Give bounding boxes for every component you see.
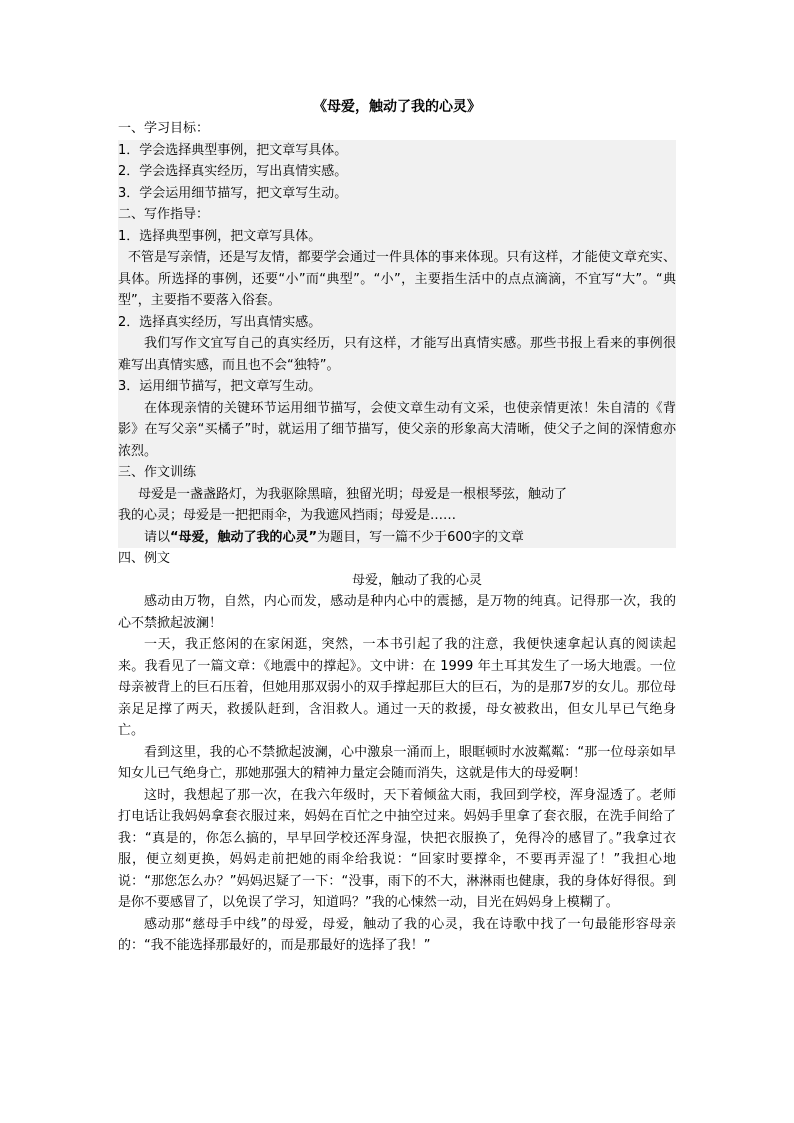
guide-point-3-title: 3．运用细节描写，把文章写生动。: [118, 379, 322, 394]
guide-point-1-title: 1．选择典型事例，把文章写具体。: [118, 228, 322, 244]
goal-item-1: 1．学会选择典型事例，把文章写具体。: [118, 140, 676, 162]
example-paragraph-3: 看到这里，我的心不禁掀起波澜，心中激泉一涌而上，眼眶顿时水波粼粼：“那一位母亲如早知女儿已气绝身亡，那她那强大的精神力量定会随而消失，这就是伟大的母爱啊！: [118, 744, 676, 781]
training-line-2: 我的心灵；母爱是一把把雨伞，为我遮风挡雨；母爱是……: [118, 508, 457, 523]
training-prompt: [118, 527, 676, 549]
guide-heading: 二、写作指导：: [118, 204, 676, 226]
training-line-1: 母爱是一盏盏路灯，为我驱除黑暗，独留光明；母爱是一根根琴弦，触动了: [138, 486, 568, 502]
example-paragraph-1: 感动由万物，自然，内心而发，感动是种内心中的震撼，是万物的纯真。记得那一次，我的心不禁掀起波澜！: [118, 594, 676, 631]
document-page: [118, 96, 676, 957]
example-title: 母爱，触动了我的心灵: [351, 572, 482, 588]
training-prompt-post: 为题目，写一篇不少于600字的文章: [317, 529, 524, 545]
document-title: 《母爱，触动了我的心灵》: [313, 99, 481, 115]
training-heading: 三、作文训练: [118, 465, 197, 480]
goals-heading: 一、学习目标：: [118, 121, 210, 136]
training-prompt-pre: 请以: [144, 529, 171, 545]
example-paragraph-4: 这时，我想起了那一次，在我六年级时，天下着倾盆大雨，我回到学校，浑身湿透了。老师打电话让我妈妈拿套衣服过来，妈妈在百忙之中抽空过来。妈妈手里拿了套衣服，在洗手间给了我：“真是的，你怎么搞的，早早回学校还浑身湿，快把衣服换了，免得冷的感冒了。”我拿过衣服，便立刻更换，妈妈走前把她的雨伞给我说：“回家时要撑伞，不要再弄湿了！”我担心地说：“那您怎么办？”妈妈迟疑了一下：“没事，雨下的不大，淋淋雨也健康，我的身体好得很。到是你不要感冒了，以免误了学习，知道吗？”我的心悚然一动，目光在妈妈身上模糊了。: [118, 787, 676, 910]
guide-point-2-body: 我们写作文宜写自己的真实经历，只有这样，才能写出真情实感。那些书报上看来的事例很难写出真情实感，而且也不会“独特”。: [118, 336, 676, 373]
example-paragraph-5: 感动那“慈母手中线”的母爱，母爱，触动了我的心灵，我在诗歌中找了一句最能形容母亲的：“我不能选择那最好的，而是那最好的选择了我！”: [118, 916, 676, 953]
guide-point-1-body: 不管是写亲情，还是写友情，都要学会通过一件具体的事来体现。只有这样，才能使文章充实、具体。所选择的事例，还要“小”而“典型”。“小”，主要指生活中的点点滴滴，不宜写“大”。“典型”，主要指不要落入俗套。: [118, 250, 676, 308]
guide-section: [118, 226, 676, 463]
guide-point-2-title: 2．选择真实经历，写出真情实感。: [118, 314, 322, 330]
guide-point-3-body: 在体现亲情的关键环节运用细节描写，会使文章生动有文采，也使亲情更浓！朱自清的《背影》在写父亲“买橘子”时，就运用了细节描写，使父亲的形象高大清晰，使父子之间的深情愈亦浓烈。: [118, 400, 676, 459]
example-heading: 四、例文: [118, 551, 171, 566]
training-section: [118, 462, 676, 548]
goal-item-3: 3．学会运用细节描写，把文章写生动。: [118, 183, 676, 205]
goal-item-2: 2．学会选择真实经历，写出真情实感。: [118, 161, 676, 183]
example-paragraph-2: 一天，我正悠闲的在家闲逛，突然，一本书引起了我的注意，我便快速拿起认真的阅读起来。我看见了一篇文章：《地震中的撑起》。文中讲：在 1999 年土耳其发生了一场大地震。一位母亲被背上的巨石压着，但她用那双弱小的双手撑起那巨大的巨石，为的是那7岁的女儿。那位母亲足足撑了两天，救援队赶到，含泪救人。通过一天的救援，母女被救出，但女儿早已气绝身亡。: [118, 637, 676, 738]
training-prompt-topic: “母爱，触动了我的心灵”: [170, 529, 318, 545]
